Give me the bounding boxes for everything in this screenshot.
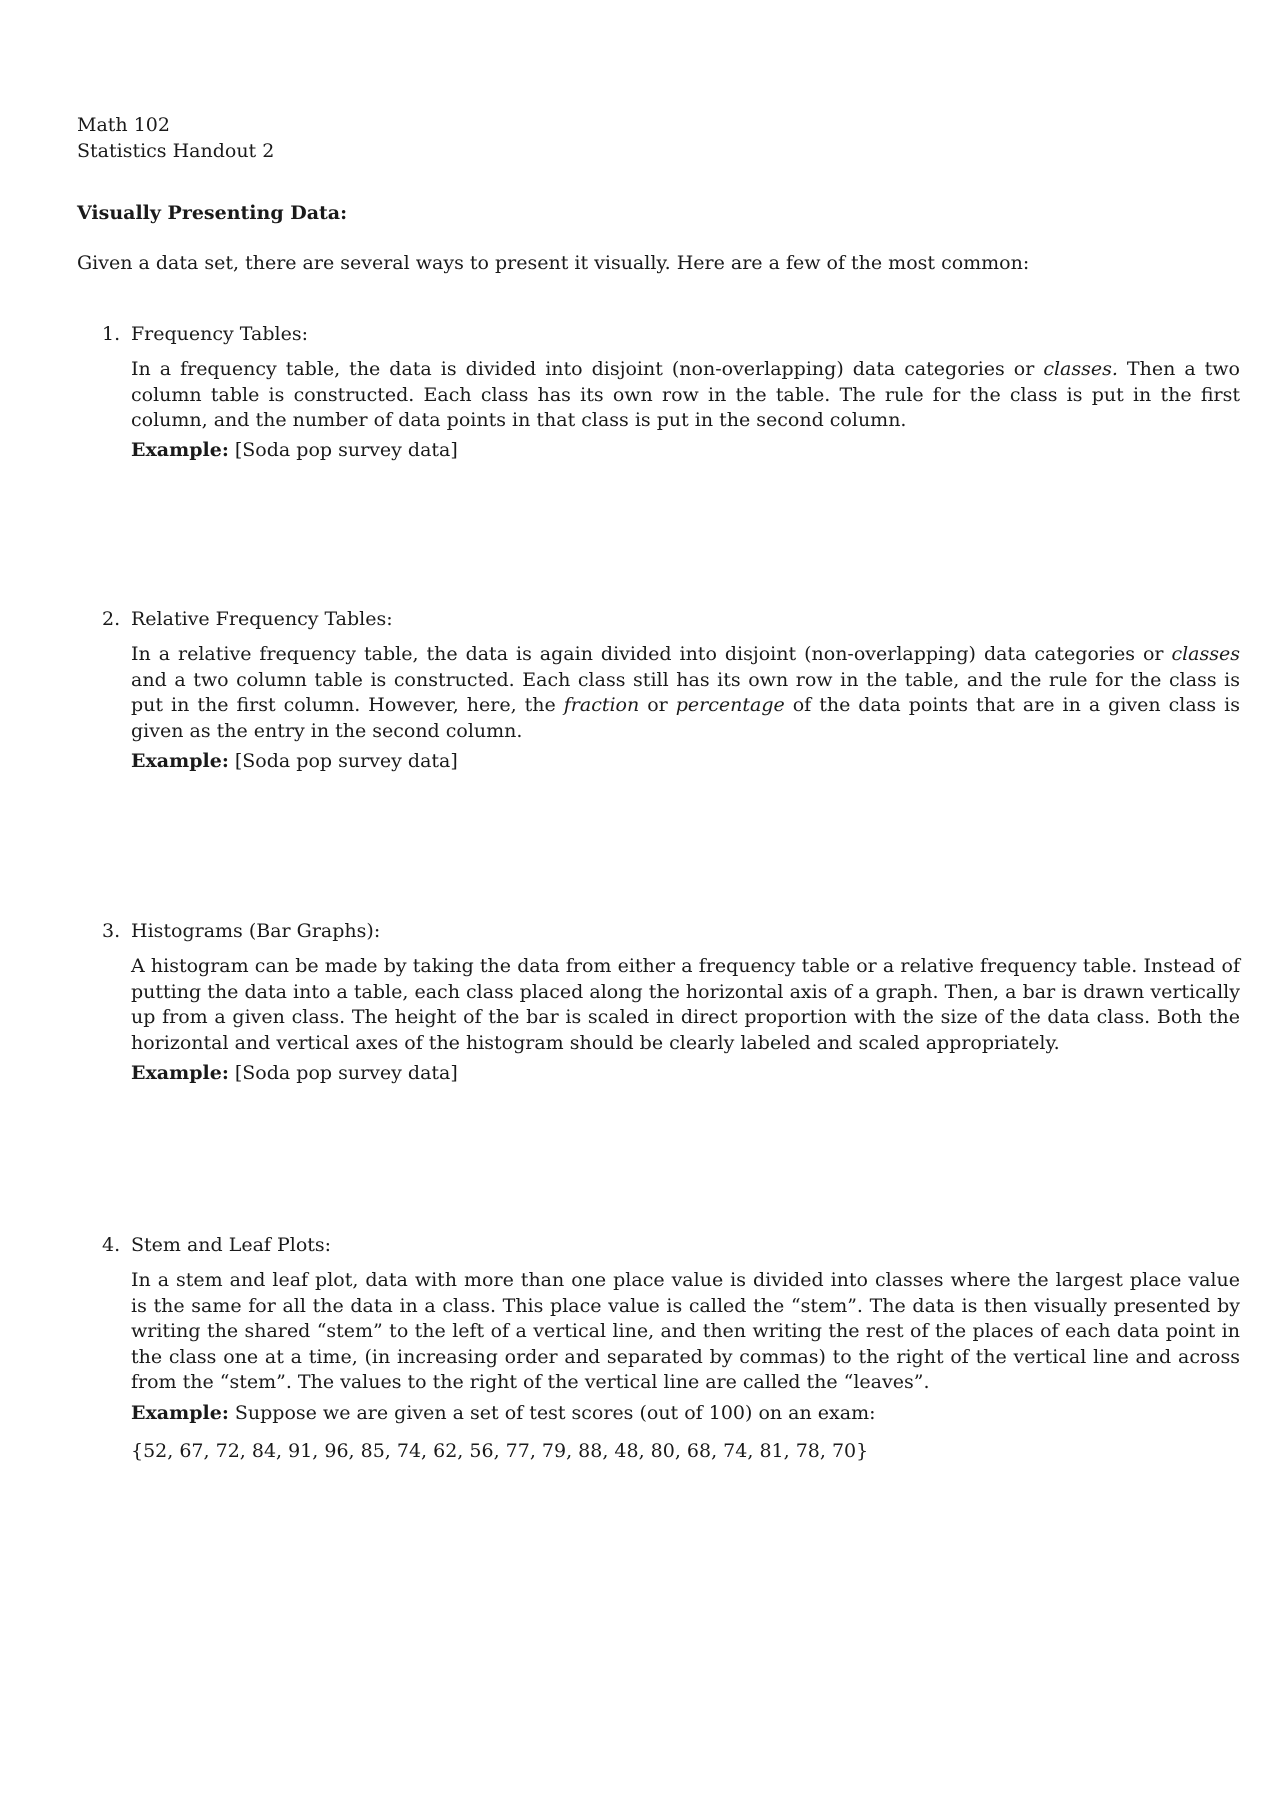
body-emphasis: classes [1171, 643, 1240, 665]
example-text: [Soda pop survey data] [228, 439, 458, 461]
item-number: 3. [102, 920, 121, 942]
item-body [131, 357, 1240, 434]
item-heading: Frequency Tables: [131, 323, 308, 345]
body-text: of the data points that are in a given class is given as the entry in the second column. [131, 694, 1240, 742]
example-label: Example: [131, 439, 229, 461]
body-text: and a two column table is constructed. Each class still has its own row in the table, and the rule for the class is put in the first column. However, here, the [131, 668, 1240, 716]
body-text: In a relative frequency table, the data is again divided into disjoint (non-overlapping) data categories or [131, 643, 1172, 665]
body-text: In a frequency table, the data is divided into disjoint (non-overlapping) data categories or [131, 358, 1044, 380]
item-heading: Relative Frequency Tables: [131, 608, 393, 630]
document-header [77, 112, 274, 164]
body-text: or [639, 694, 676, 716]
example-label: Example: [131, 1402, 229, 1424]
example-text: Suppose we are given a set of test scores (out of 100) on an exam: [228, 1402, 876, 1424]
item-example [131, 1062, 458, 1084]
example-label: Example: [131, 1062, 229, 1084]
item-heading: Histograms (Bar Graphs): [131, 920, 381, 942]
item-number: 2. [102, 608, 121, 630]
item-body: A histogram can be made by taking the data from either a frequency table or a relative frequency table. Instead of putting the data into a table, each class placed along the horizontal axis of a graph. Then, a bar is drawn vertically up from a given class. The height of the bar is scaled in direct proportion with the size of the data class. Both the horizontal and vertical axes of the histogram should be clearly labeled and scaled appropriately. [131, 955, 1240, 1054]
test-scores-data-set: {52, 67, 72, 84, 91, 96, 85, 74, 62, 56, 77, 79, 88, 48, 80, 68, 74, 81, 78, 70} [131, 1440, 869, 1462]
item-example [131, 750, 458, 772]
example-text: [Soda pop survey data] [228, 1062, 458, 1084]
example-text: [Soda pop survey data] [228, 750, 458, 772]
course-name: Math 102 [77, 114, 170, 136]
section-title: Visually Presenting Data: [77, 202, 348, 224]
item-heading: Stem and Leaf Plots: [131, 1234, 332, 1256]
item-example [131, 1402, 875, 1424]
item-example [131, 439, 458, 461]
item-number: 4. [102, 1234, 121, 1256]
example-label: Example: [131, 750, 229, 772]
intro-paragraph: Given a data set, there are several ways to present it visually. Here are a few of the most common: [77, 252, 1030, 274]
body-emphasis: percentage [675, 694, 785, 716]
handout-title: Statistics Handout 2 [77, 140, 275, 162]
body-emphasis: classes. [1043, 358, 1118, 380]
item-body [131, 642, 1240, 744]
item-body: In a stem and leaf plot, data with more than one place value is divided into classes where the largest place value is the same for all the data in a class. This place value is called the “stem”. The data is then visually presented by writing the shared “stem” to the left of a vertical line, and then writing the rest of the places of each data point in the class one at a time, (in increasing order and separated by commas) to the right of the vertical line and across from the “stem”. The values to the right of the vertical line are called the “leaves”. [131, 1269, 1240, 1393]
item-number: 1. [102, 323, 121, 345]
body-emphasis: fraction [563, 694, 640, 716]
body-text: Then a two column table is constructed. Each class has its own row in the table. The rule for the class is put in the first column, and the number of data points in that class is put in the second column. [131, 358, 1240, 431]
